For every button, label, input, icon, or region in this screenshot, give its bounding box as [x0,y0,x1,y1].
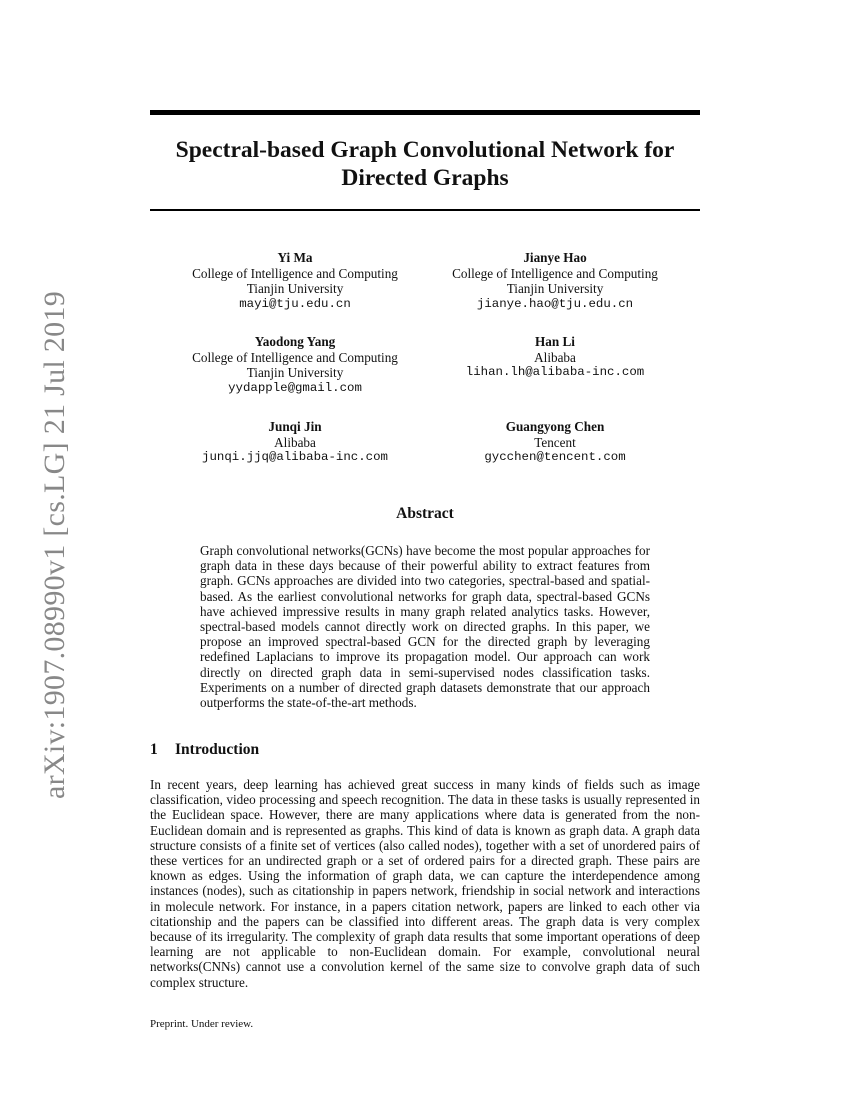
author-name: Junqi Jin [268,419,322,434]
abstract-heading: Abstract [396,505,454,522]
author-affiliation: Tencent [534,434,576,450]
author-block [415,250,695,312]
author-block [155,250,435,312]
preprint-footer: Preprint. Under review. [150,1018,254,1030]
author-email: yydapple@gmail.com [228,380,362,395]
author-email: mayi@tju.edu.cn [239,296,351,311]
author-email: jianye.hao@tju.edu.cn [476,296,634,311]
paper-title [150,136,700,192]
author-name: Yaodong Yang [254,334,336,349]
section-heading [150,741,259,759]
arxiv-side-stamp [0,0,71,1100]
author-name: Yi Ma [277,250,313,265]
author-block [415,334,695,381]
author-affiliation: Tianjin University [246,281,344,296]
author-name: Jianye Hao [523,250,587,265]
abstract-text: Graph convolutional networks(GCNs) have become the most popular approaches for graph data in these days because of their powerful ability to extract features from graph. GCNs approaches are divided into two categories, spectral-based and spatial-based. As the earliest convolutional networks for graph data, spectral-based GCNs have achieved impressive results in many graph related analytics tasks. However, spectral-based models cannot directly work on directed graphs. In this paper, we propose an improved spectral-based GCN for the directed graph by leveraging redefined Laplacians to improve its propagation model. Our approach can work directly on directed graph data in semi-supervised nodes classification tasks. Experiments on a number of directed graph datasets demonstrate that our approach outperforms the state-of-the-art methods. [200,543,650,711]
author-block [155,334,435,396]
author-block [155,419,435,466]
author-email: gycchen@tencent.com [484,450,626,464]
author-affiliation: College of Intelligence and Computing [192,349,398,365]
arxiv-identifier: arXiv:1907.08990v1 [cs.LG] 21 Jul 2019 [38,290,71,800]
author-email: lihan.lh@alibaba-inc.com [465,365,645,379]
author-affiliation: College of Intelligence and Computing [452,265,658,281]
author-affiliation: Tianjin University [246,365,344,380]
title-rule-bottom [150,209,700,211]
author-affiliation: Tianjin University [506,281,604,296]
section-title: Introduction [175,741,260,758]
author-affiliation: Alibaba [534,349,576,365]
author-name: Han Li [535,334,575,349]
title-rule-top [150,110,700,115]
author-affiliation: College of Intelligence and Computing [192,265,398,281]
author-name: Guangyong Chen [505,419,605,434]
section-number: 1 [150,741,158,758]
paper-title-line-2: Directed Graphs [341,165,509,191]
paper-title-line-1: Spectral-based Graph Convolutional Network for [175,137,675,163]
author-affiliation: Alibaba [274,434,316,450]
author-email: junqi.jjq@alibaba-inc.com [202,450,388,464]
introduction-paragraph: In recent years, deep learning has achieved great success in many kinds of fields such as image classification, video processing and speech recognition. The data in these tasks is usually represented in the Euclidean space. However, there are many applications where data is generated from the non-Euclidean domain and is represented as graphs. This kind of data is known as graph data. A graph data structure consists of a finite set of vertices (also called nodes), together with a set of unordered pairs of these vertices for an undirected graph or a set of ordered pairs for a directed graph. These pairs are known as edges. Using the information of graph data, we can capture the interdependence among instances (nodes), such as citationship in papers network, friendship in social network and interactions in molecule network. For instance, in a papers citation network, papers are linked to each other via citationship and the papers can be classified into different areas. The graph data is very complex because of its irregularity. The complexity of graph data results that some important operations of deep learning are not applicable to non-Euclidean domain. For example, convolutional neural networks(CNNs) cannot use a convolution kernel of the same size to convolve graph data of such complex structure. [150,777,700,990]
author-block [415,419,695,466]
